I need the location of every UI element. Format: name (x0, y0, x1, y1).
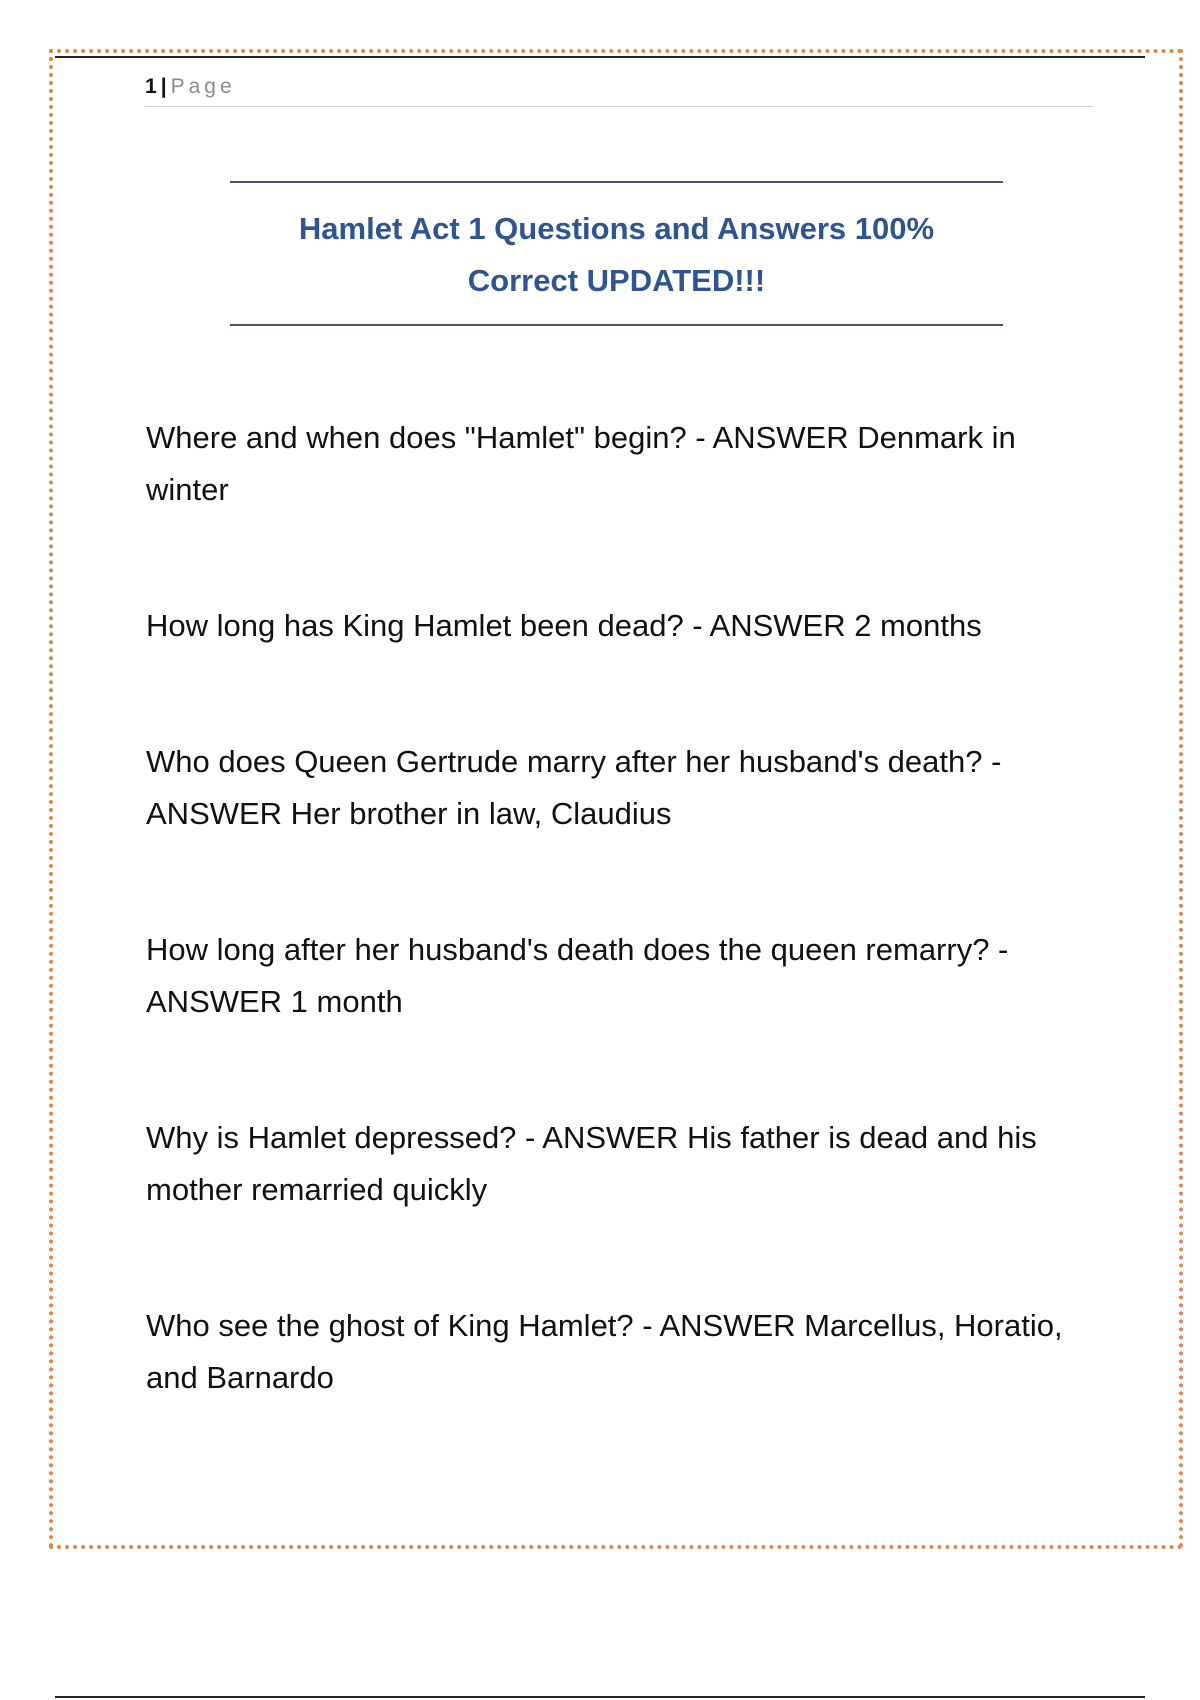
qa-item: How long has King Hamlet been dead? - ANSWER 2 months (146, 608, 982, 643)
title-block (230, 181, 1003, 326)
page-header (145, 72, 1093, 107)
qa-item: Why is Hamlet depressed? - ANSWER His father is dead and his mother remarried quickly (146, 1120, 1037, 1207)
bottom-rule (55, 1696, 1145, 1698)
qa-item: Who does Queen Gertrude marry after her husband's death? - ANSWER Her brother in law, Claudius (146, 744, 1002, 831)
document-title (230, 183, 1003, 307)
qa-item: Who see the ghost of King Hamlet? - ANSWER Marcellus, Horatio, and Barnardo (146, 1308, 1063, 1395)
qa-item: How long after her husband's death does the queen remarry? - ANSWER 1 month (146, 932, 1009, 1019)
page-number: 1 (145, 75, 157, 98)
qa-list (146, 412, 1091, 1404)
qa-item: Where and when does "Hamlet" begin? - ANSWER Denmark in winter (146, 420, 1016, 507)
title-line-1: Hamlet Act 1 Questions and Answers 100% (298, 211, 935, 246)
page-label: Page (170, 75, 236, 98)
top-rule (55, 56, 1145, 58)
title-line-2: Correct UPDATED!!! (467, 263, 766, 298)
page-separator: | (160, 75, 167, 98)
